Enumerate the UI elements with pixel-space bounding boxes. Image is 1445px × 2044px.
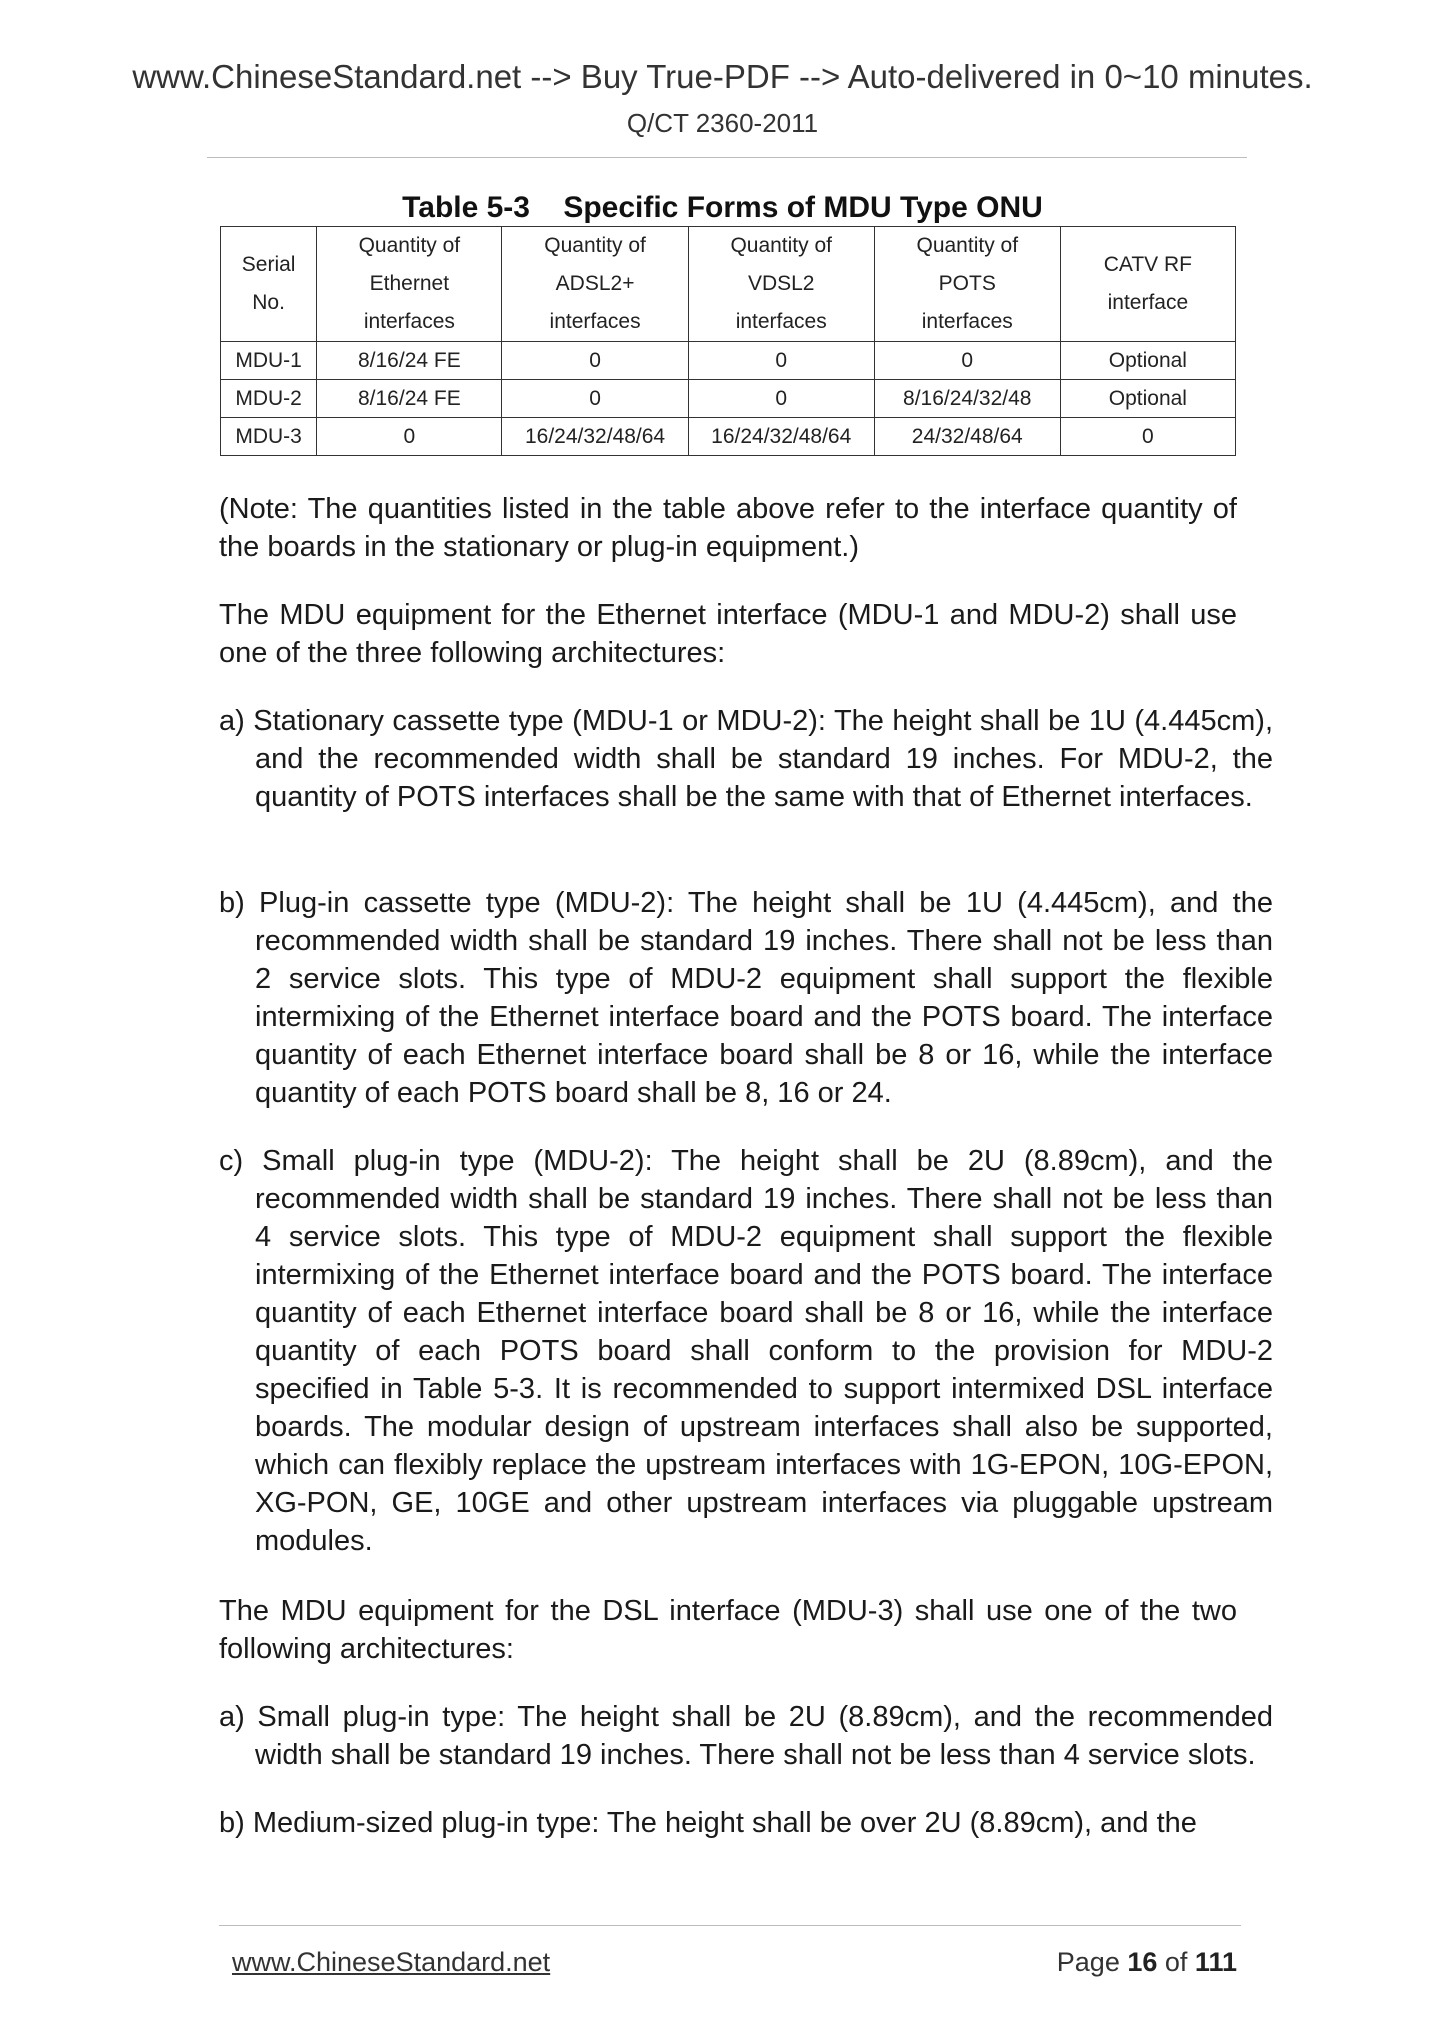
header-divider [207,157,1247,158]
table-cell: 0 [1060,418,1235,456]
footer-site-link[interactable]: www.ChineseStandard.net [232,1947,551,1977]
table-note: (Note: The quantities listed in the table above refer to the interface quantity of the boards in the stationary or plug-in equipment.) [219,493,1237,563]
table-cell: MDU-2 [221,380,317,418]
table-cell: 8/16/24 FE [317,380,502,418]
table-row [221,342,1236,380]
table-cell: Optional [1060,380,1235,418]
page-number: Page 16 of 111 [1056,1947,1237,1977]
footer-divider [219,1925,1241,1926]
table-cell: Optional [1060,342,1235,380]
ethernet-item-c: c) Small plug-in type (MDU-2): The height shall be 2U (8.89cm), and the recommended width shall be standard 19 inches. There shall not be less than 4 service slots. This type of MDU-2 equipment shall support the flexible intermixing of the Ethernet interface board and the POTS board. The interface quantity of each Ethernet interface board shall be 8 or 16, while the interface quantity of each POTS board shall conform to the provision for MDU-2 specified in Table 5-3. It is recommended to support intermixed DSL interface boards. The modular design of upstream interfaces shall also be supported, which can flexibly replace the upstream interfaces with 1G-EPON, 10G-EPON, XG-PON, GE, 10GE and other upstream interfaces via pluggable upstream modules. [219,1145,1273,1557]
header-vdsl2: Quantity of VDSL2 interfaces [688,227,874,342]
table-title: Table 5-3 Specific Forms of MDU Type ONU [402,191,1043,224]
table-cell: 0 [502,380,688,418]
table-cell: MDU-1 [221,342,317,380]
ethernet-intro-paragraph: The MDU equipment for the Ethernet interface (MDU-1 and MDU-2) shall use one of the three following architectures: [219,599,1237,669]
table-cell: 0 [688,342,874,380]
spec-table [220,226,1236,456]
table-cell: 24/32/48/64 [874,418,1060,456]
table-cell: 0 [502,342,688,380]
ethernet-item-b: b) Plug-in cassette type (MDU-2): The height shall be 1U (4.445cm), and the recommended width shall be standard 19 inches. There shall not be less than 2 service slots. This type of MDU-2 equipment shall support the flexible intermixing of the Ethernet interface board and the POTS board. The interface quantity of each Ethernet interface board shall be 8 or 16, while the interface quantity of each POTS board shall be 8, 16 or 24. [219,887,1273,1109]
document-code: Q/CT 2360-2011 [626,108,819,138]
ethernet-item-a: a) Stationary cassette type (MDU-1 or MDU-2): The height shall be 1U (4.445cm), and the recommended width shall be standard 19 inches. For MDU-2, the quantity of POTS interfaces shall be the same with that of Ethernet interfaces. [219,705,1273,813]
dsl-item-b: b) Medium-sized plug-in type: The height shall be over 2U (8.89cm), and the [219,1807,1197,1839]
header-banner: www.ChineseStandard.net --> Buy True-PDF --> Auto-delivered in 0~10 minutes. [132,58,1313,95]
table-row [221,380,1236,418]
table-header-row [221,227,1236,342]
header-serial-no: Serial No. [221,227,317,342]
table-cell: 0 [688,380,874,418]
table-cell: 0 [317,418,502,456]
table-cell: 16/24/32/48/64 [688,418,874,456]
dsl-intro-paragraph: The MDU equipment for the DSL interface (MDU-3) shall use one of the two following architectures: [219,1595,1237,1665]
table-cell: 16/24/32/48/64 [502,418,688,456]
table-cell: 8/16/24/32/48 [874,380,1060,418]
table-cell: 0 [874,342,1060,380]
header-ethernet: Quantity of Ethernet interfaces [317,227,502,342]
header-adsl2: Quantity of ADSL2+ interfaces [502,227,688,342]
header-pots: Quantity of POTS interfaces [874,227,1060,342]
table-cell: MDU-3 [221,418,317,456]
table-cell: 8/16/24 FE [317,342,502,380]
header-catv-rf: CATV RF interface [1060,227,1235,342]
dsl-item-a: a) Small plug-in type: The height shall be 2U (8.89cm), and the recommended width shall be standard 19 inches. There shall not be less than 4 service slots. [219,1701,1273,1771]
table-row [221,418,1236,456]
